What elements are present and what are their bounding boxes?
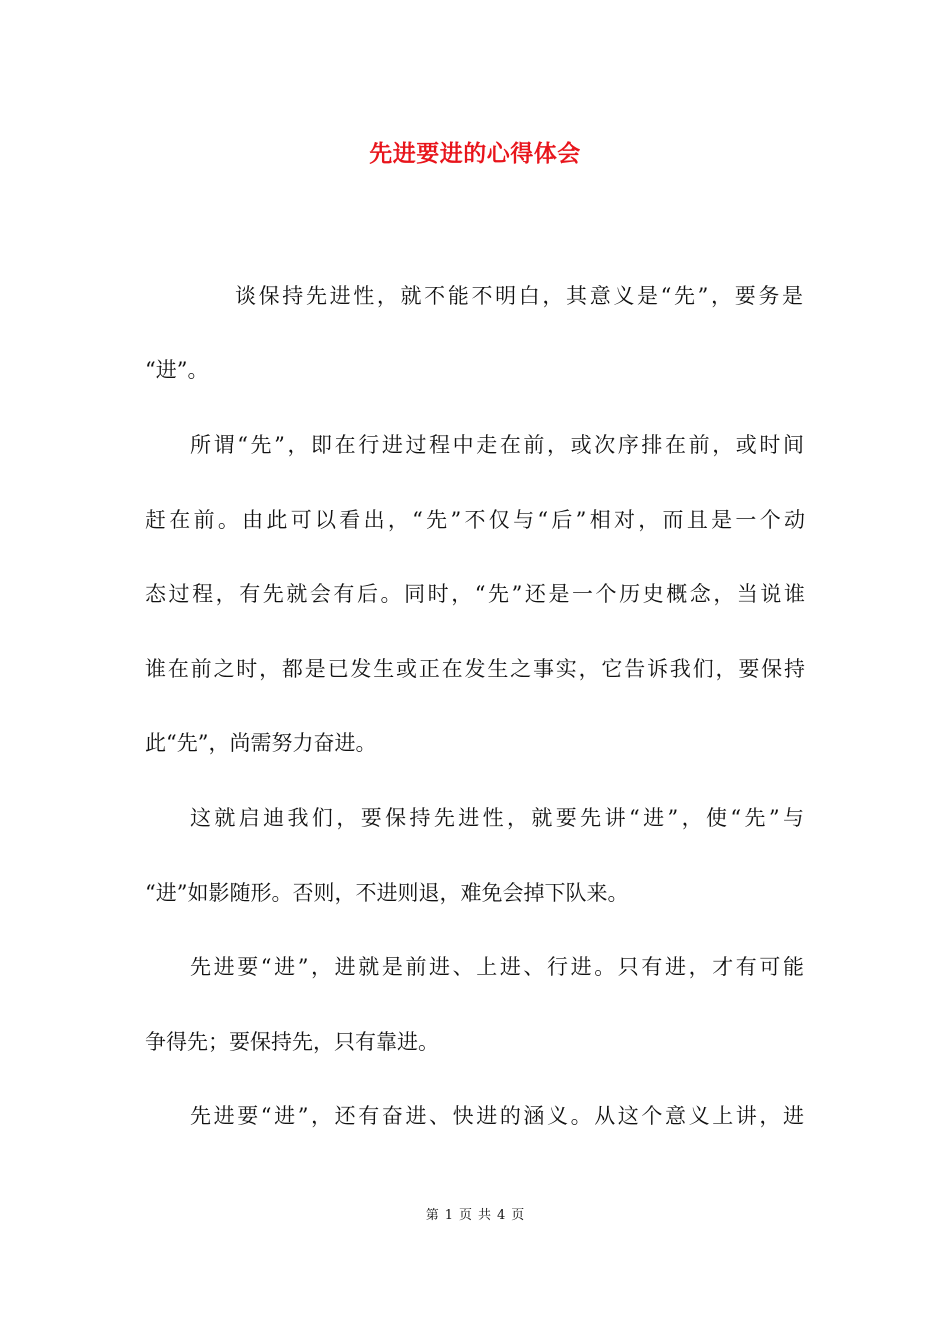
paragraph-line: 此“先”，尚需努力奋进。 [145, 731, 377, 755]
paragraph-line: 谁在前之时，都是已发生或正在发生之事实，它告诉我们，要保持 [145, 657, 805, 681]
paragraph-line: 所谓“先”，即在行进过程中走在前，或次序排在前，或时间 [190, 433, 804, 457]
paragraph-line: 态过程，有先就会有后。同时，“先”还是一个历史概念，当说谁 [145, 582, 805, 606]
footer-page-number: 1 [444, 1208, 453, 1223]
document-title: 先进要进的心得体会 [369, 140, 581, 167]
footer-suffix: 页 [511, 1208, 525, 1223]
paragraph-line: 这就启迪我们，要保持先进性，就要先讲“进”，使“先”与 [190, 806, 804, 830]
paragraph-line: 争得先；要保持先，只有靠进。 [145, 1030, 439, 1054]
paragraph-line: 赶在前。由此可以看出，“先”不仅与“后”相对，而且是一个动 [145, 508, 805, 532]
paragraph-line: 先进要“进”，还有奋进、快进的涵义。从这个意义上讲，进 [190, 1104, 804, 1128]
paragraph-line: 谈保持先进性，就不能不明白，其意义是“先”，要务是 [235, 284, 803, 308]
footer-total-label: 共 [478, 1208, 492, 1223]
paragraph-line: “进”。 [145, 358, 209, 382]
footer-total-pages: 4 [497, 1208, 506, 1223]
paragraph-line: “进”如影随形。否则，不进则退，难免会掉下队来。 [145, 881, 629, 905]
footer-prefix: 第 [425, 1208, 439, 1223]
paragraph-line: 先进要“进”，进就是前进、上进、行进。只有进，才有可能 [190, 955, 804, 979]
footer-page-label: 页 [458, 1208, 472, 1223]
page-footer [0, 1206, 950, 1226]
